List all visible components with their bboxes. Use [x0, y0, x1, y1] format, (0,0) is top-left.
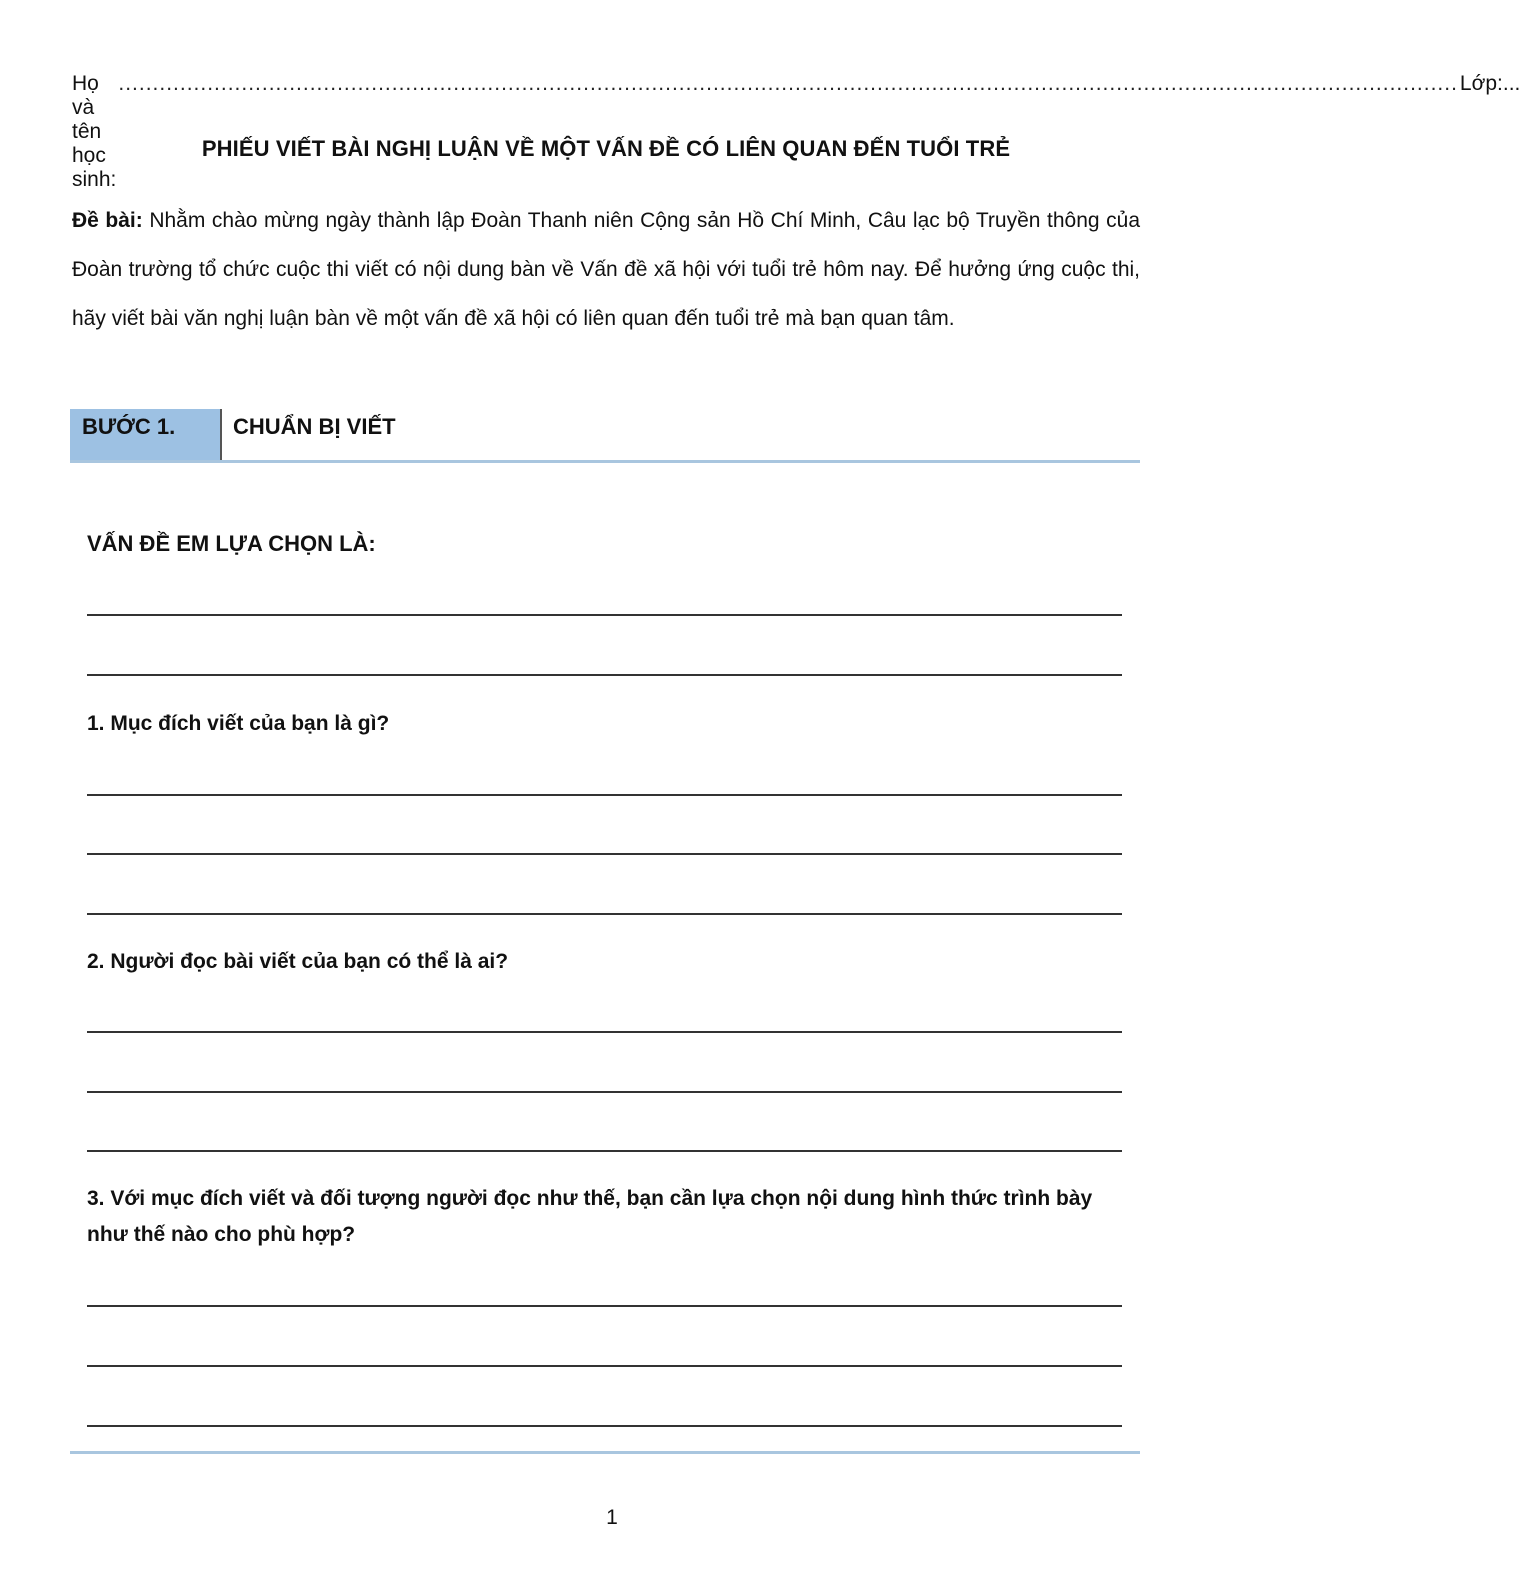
answer-line[interactable] — [87, 913, 1122, 915]
student-name-blank[interactable]: .................................................................................................................................................................................................... — [118, 72, 1458, 95]
answer-line[interactable] — [87, 794, 1122, 796]
worksheet-title: PHIẾU VIẾT BÀI NGHỊ LUẬN VỀ MỘT VẤN ĐỀ CÓ LIÊN QUAN ĐẾN TUỔI TRẺ — [201, 136, 1011, 161]
assignment-prompt — [72, 196, 1140, 343]
prompt-label: Đề bài: — [72, 209, 143, 232]
step-label: BƯỚC 1. — [70, 409, 222, 460]
class-label: Lớp:... — [1459, 72, 1520, 95]
question-2: 2. Người đọc bài viết của bạn có thể là ai? — [87, 950, 509, 973]
answer-line[interactable] — [87, 614, 1122, 616]
student-name-label: Họ và tên học sinh: — [72, 72, 117, 191]
answer-line[interactable] — [87, 853, 1122, 855]
answer-line[interactable] — [87, 674, 1122, 676]
step-title: CHUẨN BỊ VIẾT — [233, 414, 396, 439]
student-info-line — [72, 72, 1520, 192]
page-number: 1 — [606, 1506, 618, 1529]
step-header — [70, 409, 1140, 463]
answer-line[interactable] — [87, 1305, 1122, 1307]
answer-line[interactable] — [87, 1425, 1122, 1427]
answer-line[interactable] — [87, 1091, 1122, 1093]
answer-line[interactable] — [87, 1365, 1122, 1367]
question-1: 1. Mục đích viết của bạn là gì? — [87, 712, 390, 735]
prompt-text: Nhằm chào mừng ngày thành lập Đoàn Thanh niên Cộng sản Hồ Chí Minh, Câu lạc bộ Truyền thông của Đoàn trường tổ chức cuộc thi viết có nội dung bàn về Vấn đề xã hội với tuổi trẻ hôm nay. Để hưởng ứng cuộc thi, hãy viết bài văn nghị luận bàn về một vấn đề xã hội có liên quan đến tuổi trẻ mà bạn quan tâm. — [72, 209, 1141, 330]
bottom-divider — [70, 1451, 1140, 1454]
question-3: 3. Với mục đích viết và đối tượng người đọc như thế, bạn cần lựa chọn nội dung hình thức trình bày như thế nào cho phù hợp? — [87, 1187, 1093, 1246]
answer-line[interactable] — [87, 1031, 1122, 1033]
issue-heading: VẤN ĐỀ EM LỰA CHỌN LÀ: — [87, 531, 376, 556]
answer-line[interactable] — [87, 1150, 1122, 1152]
